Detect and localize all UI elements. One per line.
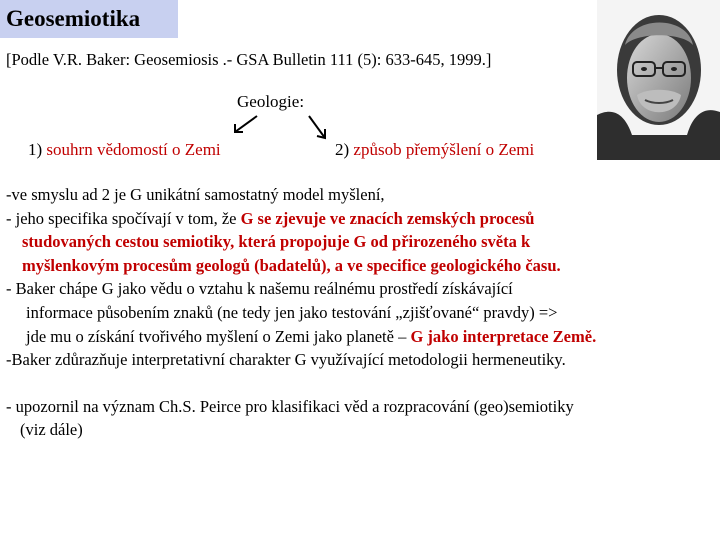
body-line-highlight: G jako interpretace Země. bbox=[410, 326, 597, 346]
body-line: informace působením znaků (ne tedy jen jako testování „zjišťované“ pravdy) => bbox=[26, 302, 558, 322]
body-line: -ve smyslu ad 2 je G unikátní samostatný model myšlení, bbox=[6, 185, 385, 204]
option-2-text: způsob přemýšlení o Zemi bbox=[353, 140, 535, 159]
body-line-text: jde mu o získání tvořivého myšlení o Zemi jako planetě – bbox=[26, 326, 411, 346]
option-1-prefix: 1) bbox=[28, 140, 47, 159]
body-line bbox=[6, 325, 718, 349]
body-line: myšlenkovým procesům geologů (badatelů), a ve specifice geologického času. bbox=[22, 255, 561, 275]
body-line: (viz dále) bbox=[20, 420, 83, 440]
portrait-photo bbox=[597, 0, 720, 160]
body-line-highlight: G se zjevuje ve znacích zemských procesů bbox=[240, 208, 535, 228]
body-line bbox=[6, 207, 718, 231]
left-arrow-icon bbox=[235, 116, 257, 132]
option-2 bbox=[335, 140, 534, 160]
body-line: - upozornil na význam Ch.S. Peirce pro klasifikaci věd a rozpracování (geo)semiotiky bbox=[6, 396, 574, 416]
option-2-prefix: 2) bbox=[335, 140, 354, 159]
page-title: Geosemiotika bbox=[0, 0, 178, 38]
body-line: studovaných cestou semiotiky, která propojuje G od přirozeného světa k bbox=[22, 232, 531, 252]
body-line-text: - jeho specifika spočívají v tom, že bbox=[6, 208, 241, 228]
geologie-heading: Geologie: bbox=[237, 92, 305, 111]
body-line: -Baker zdůrazňuje interpretativní charakter G využívající metodologii hermeneutiky. bbox=[6, 350, 566, 370]
option-1-text: souhrn vědomostí o Zemi bbox=[46, 140, 221, 159]
citation: [Podle V.R. Baker: Geosemiosis .- GSA Bulletin 111 (5): 633-645, 1999.] bbox=[6, 50, 492, 69]
option-1 bbox=[28, 140, 221, 160]
branch-arrows bbox=[225, 110, 345, 150]
body-line: - Baker chápe G jako vědu o vztahu k našemu reálnému prostředí získávající bbox=[6, 279, 513, 299]
right-arrow-icon bbox=[309, 116, 325, 138]
portrait-photo-icon bbox=[597, 0, 720, 160]
body-text bbox=[6, 183, 718, 442]
